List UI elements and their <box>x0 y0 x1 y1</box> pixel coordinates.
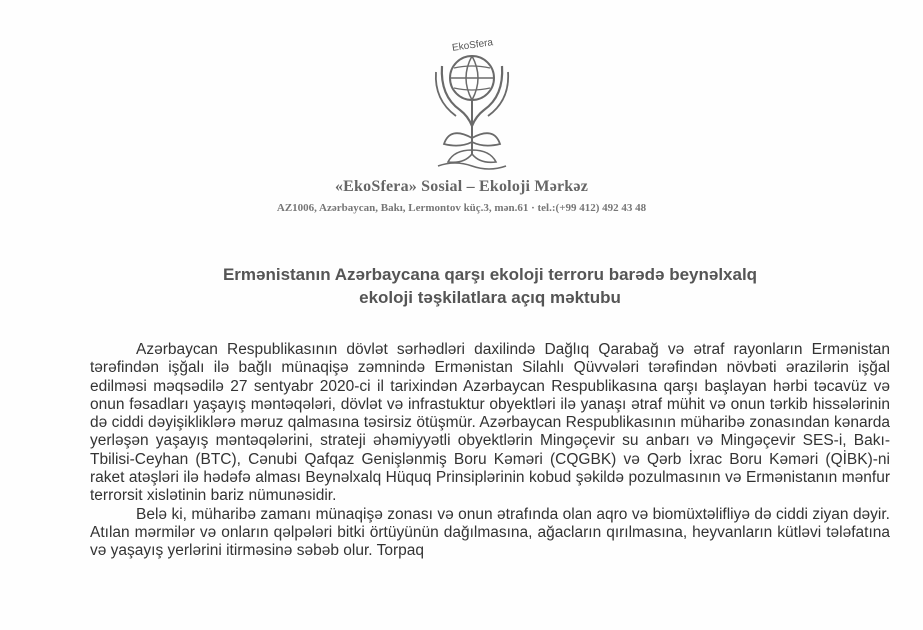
leaf-icon <box>472 133 500 145</box>
leaf-icon <box>472 150 496 162</box>
organization-name: «EkoSfera» Sosial – Ekoloji Mərkəz <box>334 178 588 195</box>
title-line-1: Ermənistanın Azərbaycana qarşı ekoloji terroru barədə beynəlxalq <box>222 265 758 284</box>
leaf-icon <box>448 150 472 162</box>
title-line-2: ekoloji təşkilatlara açıq məktubu <box>359 288 621 307</box>
globe-lat-1 <box>454 66 490 68</box>
organization-address: AZ1006, Azərbaycan, Bakı, Lermontov küç.3, mən.61 · tel.:(+99 412) 492 43 48 <box>276 202 647 214</box>
left-hand-icon <box>442 66 472 126</box>
logo-text: EkoSfera <box>451 37 494 54</box>
leaf-icon <box>444 133 472 145</box>
globe-lat-2 <box>454 88 490 90</box>
document-body <box>90 341 890 561</box>
paragraph: Belə ki, müharibə zamanı münaqişə zonası və onun ətrafında olan aqro və biomüxtəlifliyə də ciddi ziyan dəyir. Atılan mərmilər və onların qəlpələri bitki örtüyünün dağılmasına, ağacların qırılmasına, heyvanların kütləvi tələfatına və yaşayış yerlərini itirməsinə səbəb olur. Torpaq <box>90 505 890 560</box>
right-hand-icon <box>472 66 502 126</box>
water-wave-icon <box>438 163 506 169</box>
document-title <box>140 263 840 309</box>
paragraph: Azərbaycan Respublikasının dövlət sərhədləri daxilində Dağlıq Qarabağ və ətraf rayonların Ermənistan tərəfindən işğalı ilə bağlı münaqişə zəmnində Ermənistan Silahlı Qüvvələri tərəfindən növbəti ərazilərin işğal edilməsi məqsədilə 27 sentyabr 2020-ci il tarixindən Azərbaycan Respublikasına qarşı başlayan hərbi təcavüz və onun fəsadları yaşayış məntəqələri, dövlət və infrastuktur obyektləri ilə yanaşı ətraf mühit və onun tərkib hissələrinin də ciddi dəyişikliklərə məruz qalmasına təsirsiz ötüşmür. Azərbaycan Respublikasının müharibə zonasından kənarda yerləşən yaşayış məntəqələrini, strateji əhəmiyyətli obyektlərin Mingəçevir su anbarı və Mingəçevir SES-i, Bakı-Tbilisi-Ceyhan (BTC), Cənubi Qafqaz Genişlənmiş Boru Kəməri (CQGBK) və Qərb İxrac Boru Kəməri (QİBK)-ni raket atəşləri ilə hədəfə alması Beynəlxalq Hüquq Prinsiplərinin kobud şəkildə pozulmasının və Ermənistanın mənfur terrorsit xislətinin bariz nümunəsidir. <box>90 341 890 505</box>
